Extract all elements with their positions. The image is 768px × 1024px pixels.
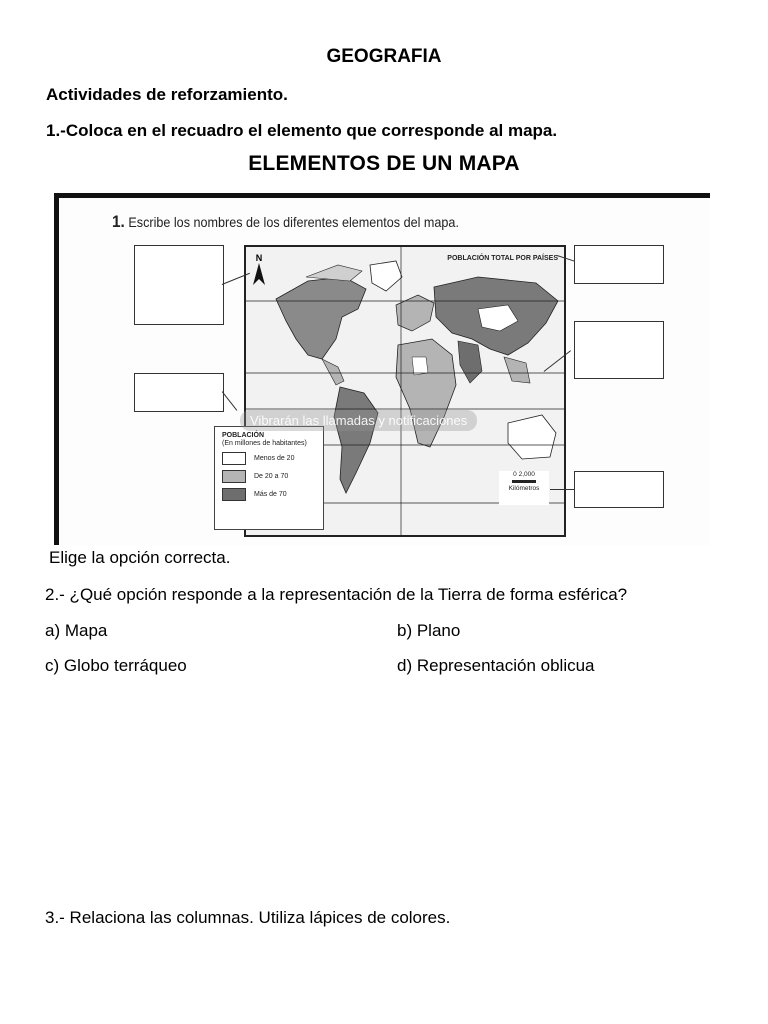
document-title: GEOGRAFIA — [326, 46, 442, 67]
legend-label: Menos de 20 — [254, 455, 295, 462]
north-arrow-icon — [252, 263, 266, 285]
answer-box-north[interactable] — [134, 245, 224, 325]
figure-top-border — [54, 193, 710, 198]
legend-label: Más de 70 — [254, 491, 287, 498]
map-legend — [214, 426, 324, 530]
section-heading: ELEMENTOS DE UN MAPA — [248, 152, 520, 175]
document-subtitle: Actividades de reforzamiento. — [46, 85, 288, 104]
scale-label: 0 2,000 — [513, 471, 535, 478]
option-a[interactable]: a) Mapa — [45, 621, 108, 640]
option-c[interactable]: c) Globo terráqueo — [45, 656, 187, 675]
answer-box-coordinates[interactable] — [574, 321, 664, 379]
scale-bar — [512, 480, 536, 483]
figure-instruction — [112, 212, 459, 232]
legend-swatch — [222, 452, 246, 465]
legend-swatch — [222, 488, 246, 501]
legend-item — [222, 470, 323, 483]
question-3: 3.- Relaciona las columnas. Utiliza lápices de colores. — [45, 908, 451, 927]
question-1: 1.-Coloca en el recuadro el elemento que corresponde al mapa. — [46, 121, 558, 140]
legend-subtitle: (En millones de habitantes) — [222, 440, 307, 447]
figure-left-border — [54, 193, 59, 545]
legend-label: De 20 a 70 — [254, 473, 289, 480]
legend-title: POBLACIÓN — [222, 432, 264, 439]
question-2: 2.- ¿Qué opción responde a la representación de la Tierra de forma esférica? — [45, 585, 628, 604]
figure-number: 1. — [112, 212, 125, 231]
map-worksheet-figure — [54, 193, 710, 545]
figure-instruction-text: Escribe los nombres de los diferentes elementos del mapa. — [128, 214, 459, 230]
answer-box-legend[interactable] — [134, 373, 224, 412]
answer-box-scale[interactable] — [574, 471, 664, 508]
option-b[interactable]: b) Plano — [397, 621, 461, 640]
north-label: N — [255, 253, 263, 263]
answer-box-title[interactable] — [574, 245, 664, 284]
option-d[interactable]: d) Representación oblicua — [397, 656, 595, 675]
notification-watermark: Vibrarán las llamadas y notificaciones — [240, 410, 477, 431]
choose-instruction: Elige la opción correcta. — [49, 548, 231, 567]
north-arrow — [252, 253, 266, 285]
legend-item — [222, 488, 323, 501]
legend-swatch — [222, 470, 246, 483]
legend-item — [222, 452, 323, 465]
scale-unit: Kilómetros — [508, 485, 540, 492]
connector-line — [550, 489, 574, 490]
map-title: POBLACIÓN TOTAL POR PAÍSES — [447, 255, 558, 262]
map-scale — [499, 471, 549, 505]
